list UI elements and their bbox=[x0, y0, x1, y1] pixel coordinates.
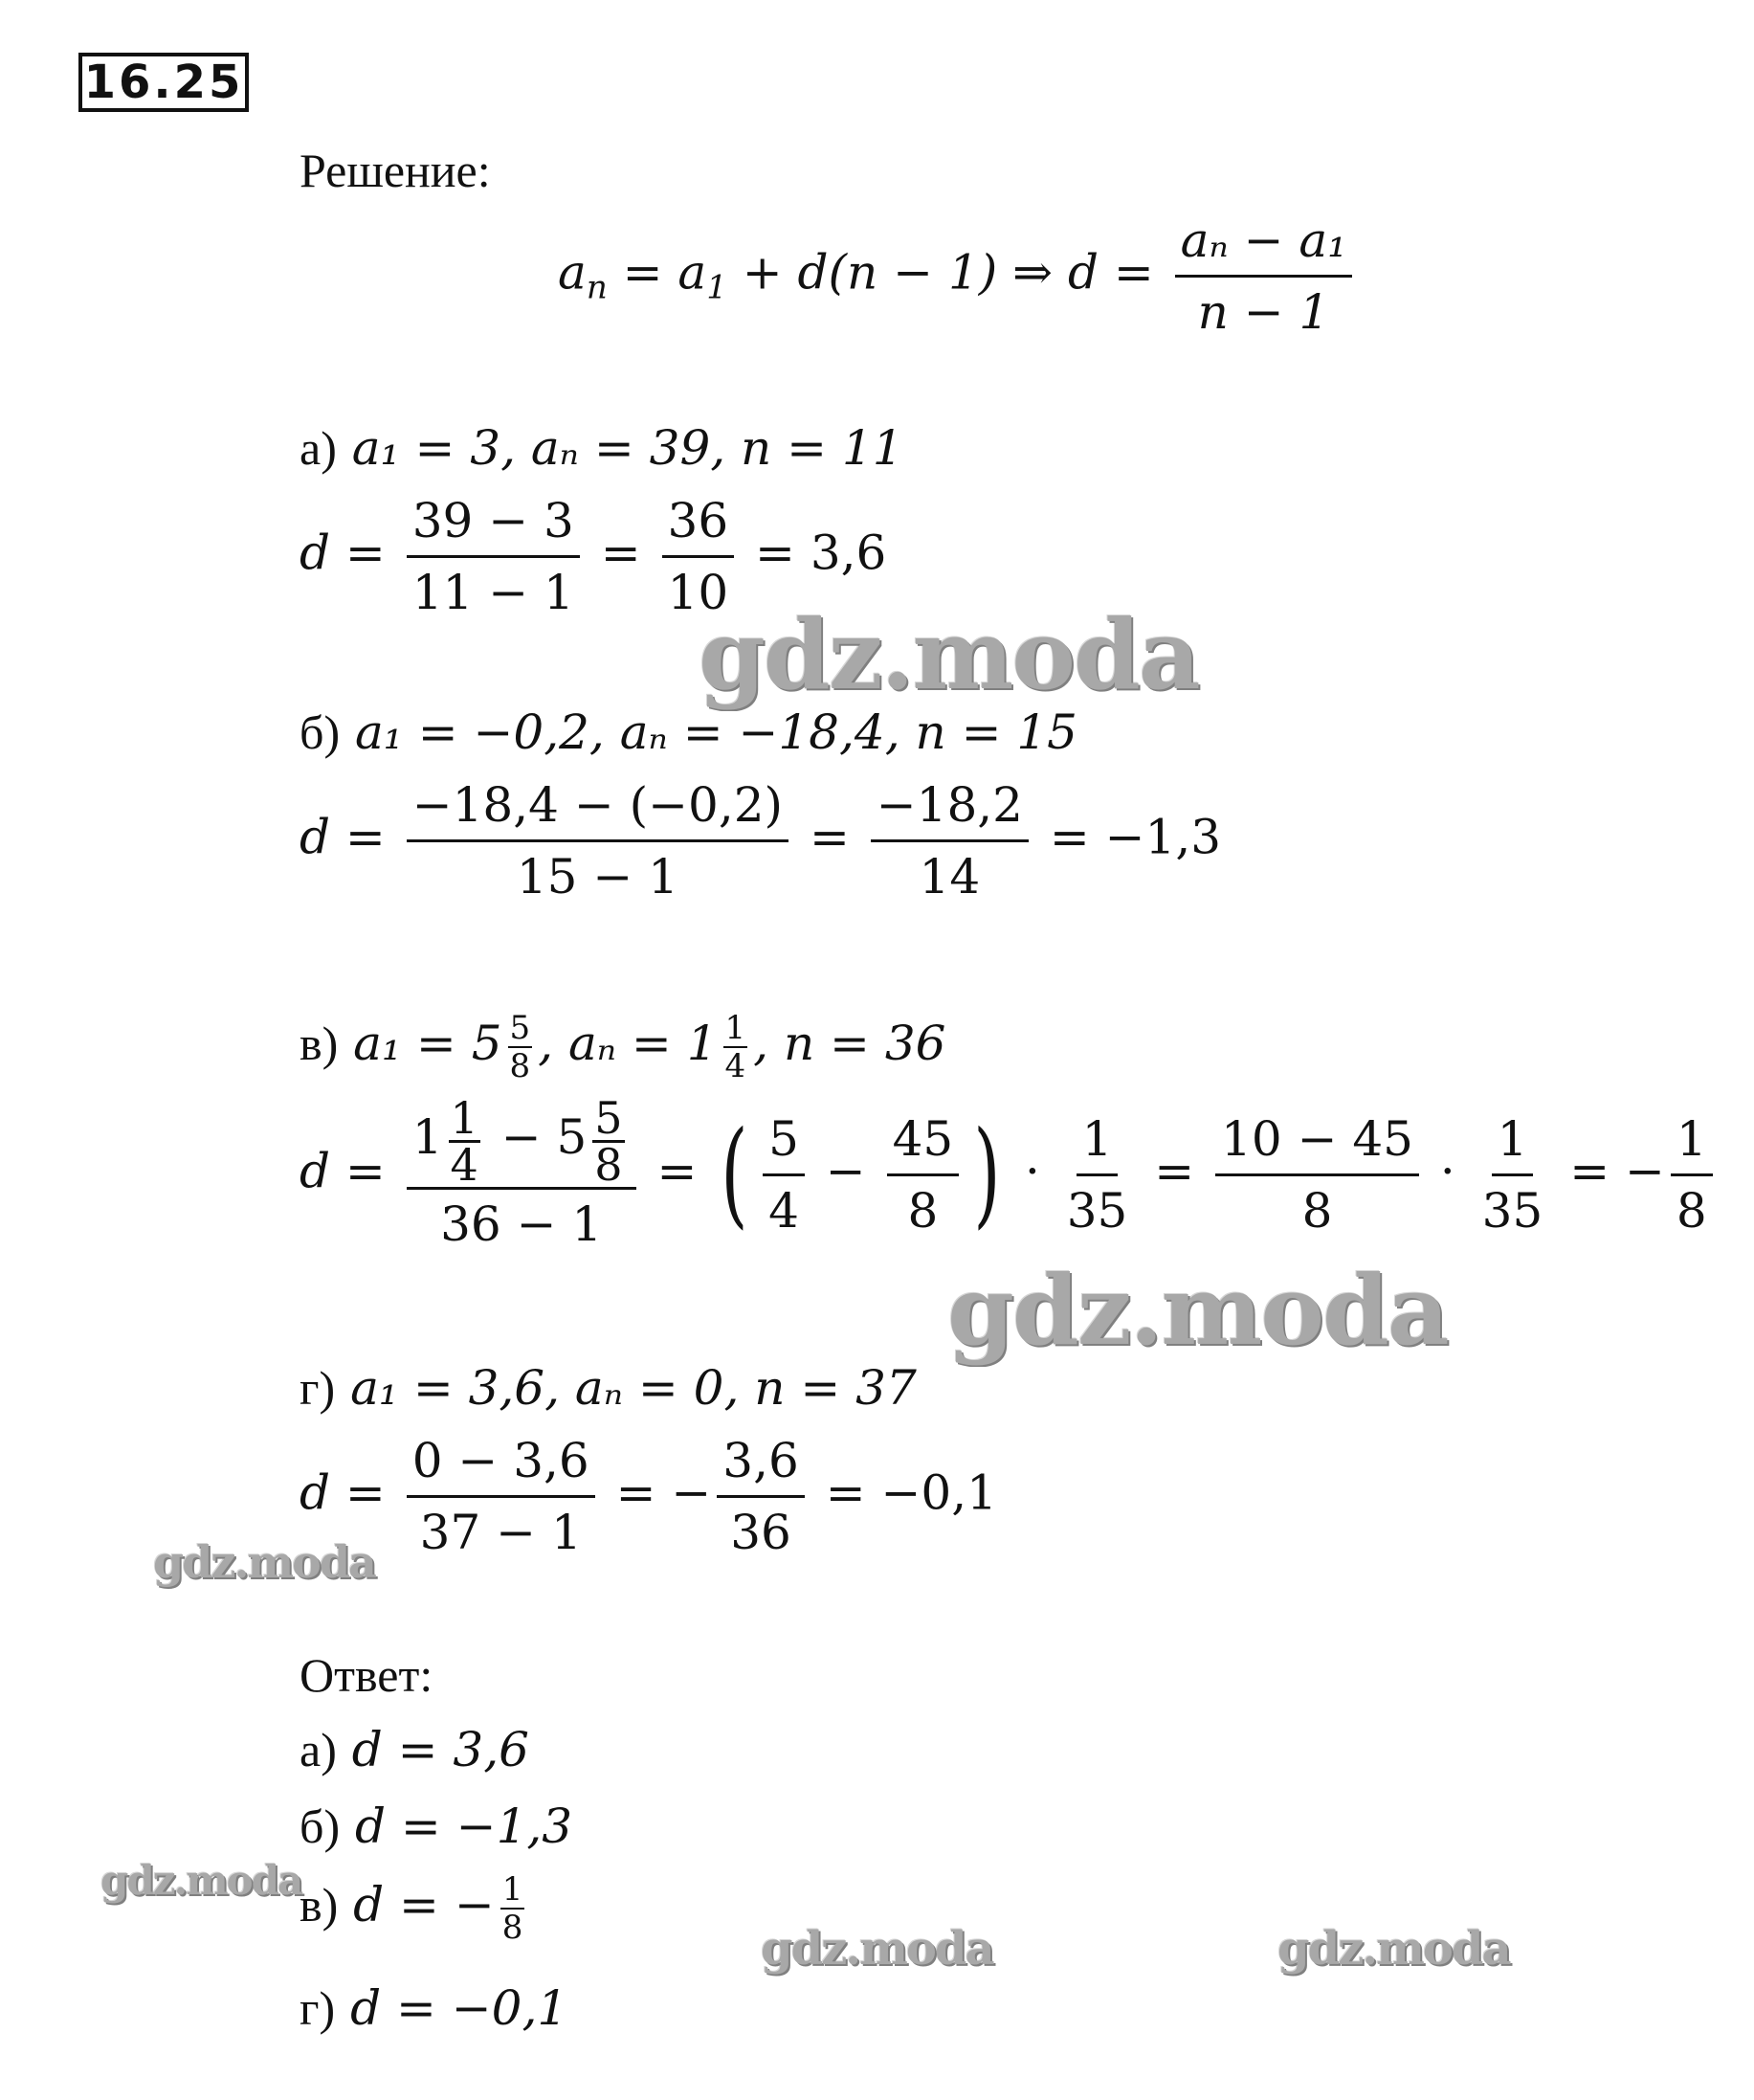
part-b-f2-den: 14 bbox=[919, 849, 981, 905]
answer-v-value: d = − bbox=[338, 1877, 495, 1932]
part-v-given-a1: a₁ = 5 bbox=[338, 1016, 502, 1071]
part-a-given-text: a₁ = 3, aₙ = 39, n = 11 bbox=[336, 420, 903, 476]
part-g-given bbox=[300, 1359, 917, 1417]
part-v-top-minus: − 5 bbox=[485, 1109, 588, 1165]
part-a-d: d = bbox=[300, 525, 401, 581]
answer-a-label: а) bbox=[300, 1723, 337, 1776]
part-v-calc bbox=[300, 1091, 1719, 1259]
part-g-f1-num: 0 − 3,6 bbox=[407, 1426, 595, 1498]
watermark-logo: gdz.moda bbox=[153, 1536, 375, 1588]
answer-g-label: г) bbox=[300, 1981, 336, 2035]
part-b-eq: = bbox=[794, 809, 865, 865]
part-v-given-an: , aₙ = 1 bbox=[538, 1016, 718, 1071]
part-v-mix2-den: 4 bbox=[724, 1047, 746, 1085]
watermark-logo: gdz.moda bbox=[761, 1922, 993, 1976]
part-b-label: б) bbox=[300, 705, 341, 759]
part-g-given-text: a₁ = 3,6, aₙ = 0, n = 37 bbox=[335, 1360, 917, 1416]
part-v-label: в) bbox=[300, 1016, 339, 1070]
answer-v-num: 1 bbox=[501, 1870, 523, 1909]
problem-number: 16.25 bbox=[78, 53, 249, 112]
part-v-top-d1: 4 bbox=[450, 1138, 478, 1191]
part-v-mix2-num: 1 bbox=[724, 1009, 746, 1047]
part-v-top-n2: 5 bbox=[594, 1091, 623, 1144]
part-a-result: = 3,6 bbox=[740, 525, 887, 581]
part-v-final-n: 1 bbox=[1671, 1105, 1713, 1176]
part-a-f1-num: 39 − 3 bbox=[407, 486, 580, 558]
part-v-s-num: 10 − 45 bbox=[1215, 1105, 1419, 1176]
part-a-eq: = bbox=[585, 525, 656, 581]
part-v-t-n: 1 bbox=[1492, 1105, 1534, 1176]
answer-v-label: в) bbox=[300, 1878, 339, 1932]
formula-fraction bbox=[1175, 206, 1353, 346]
part-v-p-n2: 45 bbox=[887, 1105, 960, 1176]
part-v-d: d = bbox=[300, 1143, 401, 1199]
part-v-dot2: · bbox=[1424, 1143, 1471, 1199]
part-g-result: = −0,1 bbox=[810, 1464, 997, 1521]
answer-g bbox=[300, 1979, 567, 2037]
part-b-calc bbox=[300, 771, 1221, 911]
part-g-calc bbox=[300, 1426, 997, 1567]
formula-an: a bbox=[558, 244, 587, 301]
part-v-top-w1: 1 bbox=[411, 1109, 443, 1165]
part-b-f2-num: −18,2 bbox=[871, 771, 1029, 842]
part-v-final-d: 8 bbox=[1676, 1182, 1707, 1239]
part-g-d: d = bbox=[300, 1464, 401, 1521]
solution-heading: Решение: bbox=[300, 144, 491, 197]
answer-v-den: 8 bbox=[501, 1909, 523, 1947]
part-a-label: а) bbox=[300, 421, 337, 475]
part-v-mix1-den: 8 bbox=[509, 1047, 531, 1085]
watermark-logo: gdz.moda bbox=[1277, 1922, 1510, 1976]
answer-v bbox=[300, 1871, 530, 1946]
right-paren: ) bbox=[973, 1107, 1001, 1241]
part-v-top-d2: 8 bbox=[594, 1138, 623, 1191]
part-g-eq: = − bbox=[600, 1464, 712, 1521]
part-v-top-n1: 1 bbox=[450, 1091, 478, 1144]
watermark-logo: gdz.moda bbox=[699, 598, 1199, 711]
part-b-result: = −1,3 bbox=[1033, 809, 1222, 865]
part-v-mix1-num: 5 bbox=[509, 1009, 531, 1047]
answer-a bbox=[300, 1721, 529, 1778]
part-a-f2-num: 36 bbox=[662, 486, 735, 558]
part-v-given-n: , n = 36 bbox=[753, 1016, 946, 1071]
watermark-logo: gdz.moda bbox=[100, 1857, 302, 1904]
part-v-eq1: = bbox=[641, 1143, 713, 1199]
part-b-given bbox=[300, 704, 1077, 761]
answer-a-value: d = 3,6 bbox=[336, 1722, 529, 1777]
part-v-dot1: · bbox=[1010, 1143, 1055, 1199]
part-b-given-text: a₁ = −0,2, aₙ = −18,4, n = 15 bbox=[340, 704, 1077, 760]
part-v-complex-num bbox=[407, 1091, 636, 1190]
part-v-t-d: 35 bbox=[1481, 1182, 1543, 1239]
part-b-f1-num: −18,4 − (−0,2) bbox=[407, 771, 788, 842]
formula-frac-num: aₙ − a₁ bbox=[1175, 206, 1353, 278]
part-v-p-minus: − bbox=[810, 1143, 881, 1199]
part-v-p-n1: 5 bbox=[763, 1105, 805, 1176]
formula-frac-den: n − 1 bbox=[1197, 284, 1330, 340]
part-v-r-n: 1 bbox=[1077, 1105, 1119, 1176]
part-b-d: d = bbox=[300, 809, 401, 865]
part-v-p-d1: 4 bbox=[768, 1182, 799, 1239]
part-v-neg: = − bbox=[1554, 1143, 1665, 1199]
formula-rest: + d(n − 1) ⇒ d = bbox=[726, 244, 1169, 301]
part-a-given bbox=[300, 419, 903, 477]
part-g-label: г) bbox=[300, 1361, 336, 1415]
part-v-eq2: = bbox=[1139, 1143, 1210, 1199]
part-v-given bbox=[300, 1010, 945, 1084]
answer-b-label: б) bbox=[300, 1799, 341, 1853]
answer-b-value: d = −1,3 bbox=[340, 1798, 573, 1854]
formula-a1: a bbox=[677, 244, 707, 301]
part-b-f1-den: 15 − 1 bbox=[516, 849, 678, 905]
formula-a1-sub: 1 bbox=[706, 268, 727, 307]
part-v-s-den: 8 bbox=[1301, 1182, 1333, 1239]
watermark-logo: gdz.moda bbox=[947, 1254, 1448, 1367]
formula-eq: = bbox=[607, 244, 678, 301]
answer-g-value: d = −0,1 bbox=[335, 1980, 568, 2036]
formula-an-sub: n bbox=[586, 268, 608, 307]
part-v-r-d: 35 bbox=[1066, 1182, 1128, 1239]
answer-b bbox=[300, 1798, 572, 1855]
left-paren: ( bbox=[721, 1107, 748, 1241]
part-g-f2-num: 3,6 bbox=[717, 1426, 805, 1498]
part-v-bottom: 36 − 1 bbox=[440, 1195, 603, 1252]
part-g-f2-den: 36 bbox=[730, 1505, 791, 1560]
part-g-f1-den: 37 − 1 bbox=[419, 1505, 582, 1560]
part-v-p-d2: 8 bbox=[907, 1182, 939, 1239]
general-formula bbox=[558, 206, 1358, 346]
part-a-f2-den: 10 bbox=[667, 565, 729, 620]
answer-heading: Ответ: bbox=[300, 1648, 433, 1702]
part-a-f1-den: 11 − 1 bbox=[411, 565, 574, 620]
